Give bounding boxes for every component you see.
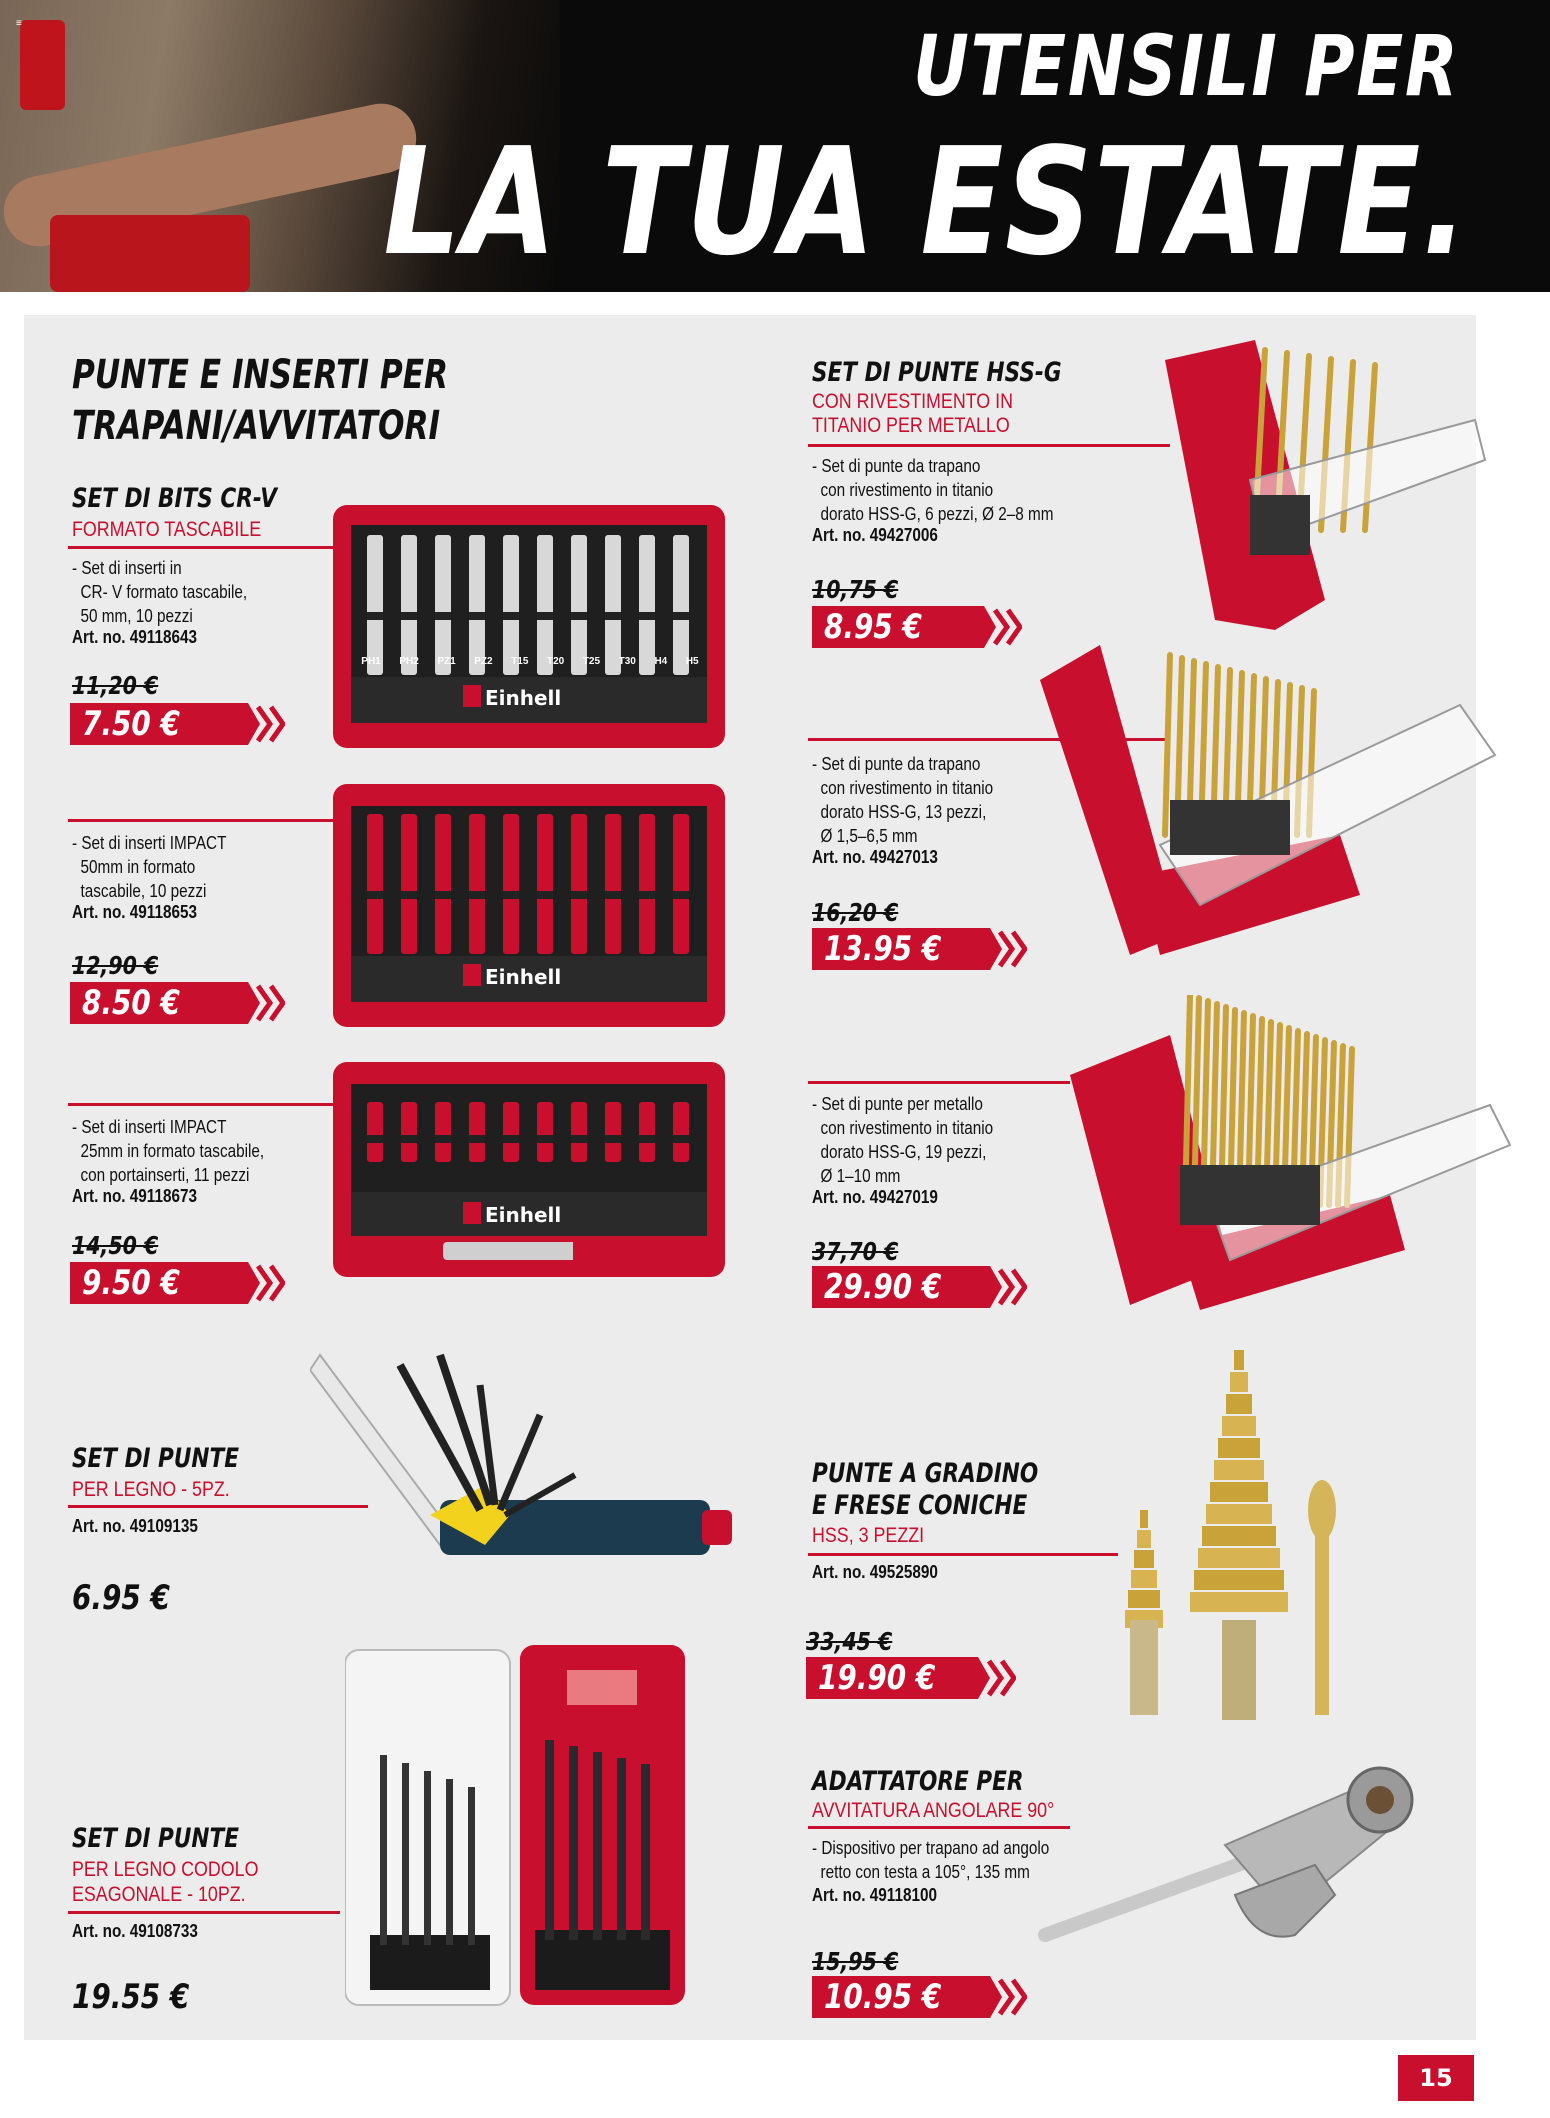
price-banner <box>70 982 285 1024</box>
price: 10.95 € <box>824 1977 942 2017</box>
product-subtitle: HSS, 3 PEZZI <box>812 1524 925 1547</box>
old-price: 37,70 € <box>812 1237 899 1266</box>
price-banner <box>70 1262 285 1304</box>
flag-icon: ≡ <box>16 18 22 29</box>
header-title-line2: LA TUA ESTATE. <box>383 116 1470 288</box>
article-number: Art. no. 49118643 <box>72 627 198 647</box>
header-banner <box>0 0 1550 292</box>
product-title: SET DI BITS CR-V <box>72 483 277 514</box>
price: 19.55 € <box>72 1977 190 2017</box>
hss13-drill-case-image <box>1040 635 1500 975</box>
product-subtitle: PER LEGNO - 5PZ. <box>72 1478 230 1501</box>
article-number: Art. no. 49109135 <box>72 1516 198 1536</box>
brand-logo: Einhell <box>485 686 562 710</box>
product-subtitle-line1: CON RIVESTIMENTO IN <box>812 390 1013 413</box>
product-subtitle-line1: PER LEGNO CODOLO <box>72 1858 259 1881</box>
article-number: Art. no. 49427006 <box>812 525 938 545</box>
product-description: - Set di inserti IMPACT 50mm in formato tascabile, 10 pezzi <box>72 833 227 901</box>
hss6-drill-case-image <box>1155 330 1495 640</box>
old-price: 16,20 € <box>812 898 899 927</box>
price-banner <box>812 1266 1027 1308</box>
price-banner <box>812 928 1027 970</box>
divider-line <box>808 1081 1070 1084</box>
product-description: - Set di punte per metallo con rivestimento in titanio dorato HSS-G, 19 pezzi, Ø 1–10 mm <box>812 1094 994 1186</box>
product-subtitle-line2: ESAGONALE - 10PZ. <box>72 1883 246 1906</box>
old-price: 10,75 € <box>812 575 899 604</box>
article-number: Art. no. 49118673 <box>72 1186 198 1206</box>
price: 13.95 € <box>824 929 942 969</box>
impact25-bit-case-image <box>333 1062 725 1277</box>
article-number: Art. no. 49427019 <box>812 1187 938 1207</box>
product-subtitle-line2: TITANIO PER METALLO <box>812 414 1010 437</box>
header-title-line1: UTENSILI PER <box>913 17 1460 115</box>
product-description: - Set di punte da trapano con rivestimento in titanio dorato HSS-G, 13 pezzi, Ø 1,5–6,5 mm <box>812 754 994 846</box>
article-number: Art. no. 49108733 <box>72 1921 198 1941</box>
old-price: 14,50 € <box>72 1231 159 1260</box>
price-banner <box>812 606 1022 648</box>
old-price: 33,45 € <box>806 1627 893 1656</box>
price: 19.90 € <box>818 1658 936 1698</box>
step-drills-image <box>1110 1340 1360 1725</box>
old-price: 15,95 € <box>812 1947 899 1976</box>
article-number: Art. no. 49525890 <box>812 1562 938 1582</box>
product-description: - Dispositivo per trapano ad angolo retto con testa a 105°, 135 mm <box>812 1838 1050 1882</box>
hss19-drill-case-image <box>1060 995 1515 1325</box>
product-title: SET DI PUNTE <box>72 1443 239 1474</box>
old-price: 11,20 € <box>72 671 159 700</box>
divider-line <box>808 1826 1070 1829</box>
price: 8.95 € <box>824 607 922 647</box>
divider-line <box>808 1553 1118 1556</box>
product-title: SET DI PUNTE HSS-G <box>812 357 1062 388</box>
divider-line <box>68 546 336 549</box>
divider-line <box>68 1103 336 1106</box>
bit-labels: PH1 PH2 PZ1 PZ2 T15 T20 T25 T30 H4 H5 <box>361 656 699 667</box>
product-description: - Set di inserti in CR- V formato tascabile, 50 mm, 10 pezzi <box>72 558 248 626</box>
price: 7.50 € <box>82 704 180 744</box>
article-number: Art. no. 49427013 <box>812 847 938 867</box>
product-title: ADATTATORE PER <box>812 1766 1024 1797</box>
page-number: 15 <box>1398 2055 1474 2101</box>
product-title-line2: E FRESE CONICHE <box>812 1490 1028 1521</box>
article-number: Art. no. 49118100 <box>812 1885 938 1905</box>
article-number: Art. no. 49118653 <box>72 902 198 922</box>
price: 8.50 € <box>82 983 180 1023</box>
price-banner <box>70 703 285 745</box>
wood-drill-set-image <box>310 1345 740 1590</box>
price: 9.50 € <box>82 1263 180 1303</box>
hex-drill-set-image <box>345 1645 690 2015</box>
price: 29.90 € <box>824 1267 942 1307</box>
section-title-line1: PUNTE E INSERTI PER <box>72 352 449 398</box>
product-description: - Set di inserti IMPACT 25mm in formato tascabile, con portainserti, 11 pezzi <box>72 1117 265 1185</box>
divider-line <box>68 819 336 822</box>
product-title: SET DI PUNTE <box>72 1823 239 1854</box>
brand-logo: Einhell <box>485 965 562 989</box>
product-title-line1: PUNTE A GRADINO <box>812 1458 1039 1489</box>
price: 6.95 € <box>72 1578 170 1618</box>
impact-bit-case-image <box>333 784 725 1027</box>
angle-adapter-image <box>1035 1745 1435 1975</box>
brand-logo: Einhell <box>485 1203 562 1227</box>
price-banner <box>812 1976 1027 2018</box>
product-subtitle: FORMATO TASCABILE <box>72 518 262 541</box>
price-banner <box>806 1657 1016 1699</box>
product-description: - Set di punte da trapano con rivestimento in titanio dorato HSS-G, 6 pezzi, Ø 2–8 mm <box>812 456 1054 524</box>
product-subtitle: AVVITATURA ANGOLARE 90° <box>812 1799 1055 1822</box>
section-title-line2: TRAPANI/AVVITATORI <box>72 403 441 449</box>
old-price: 12,90 € <box>72 951 159 980</box>
bit-case-image <box>333 505 725 748</box>
divider-line <box>808 444 1170 447</box>
divider-line <box>68 1911 340 1914</box>
